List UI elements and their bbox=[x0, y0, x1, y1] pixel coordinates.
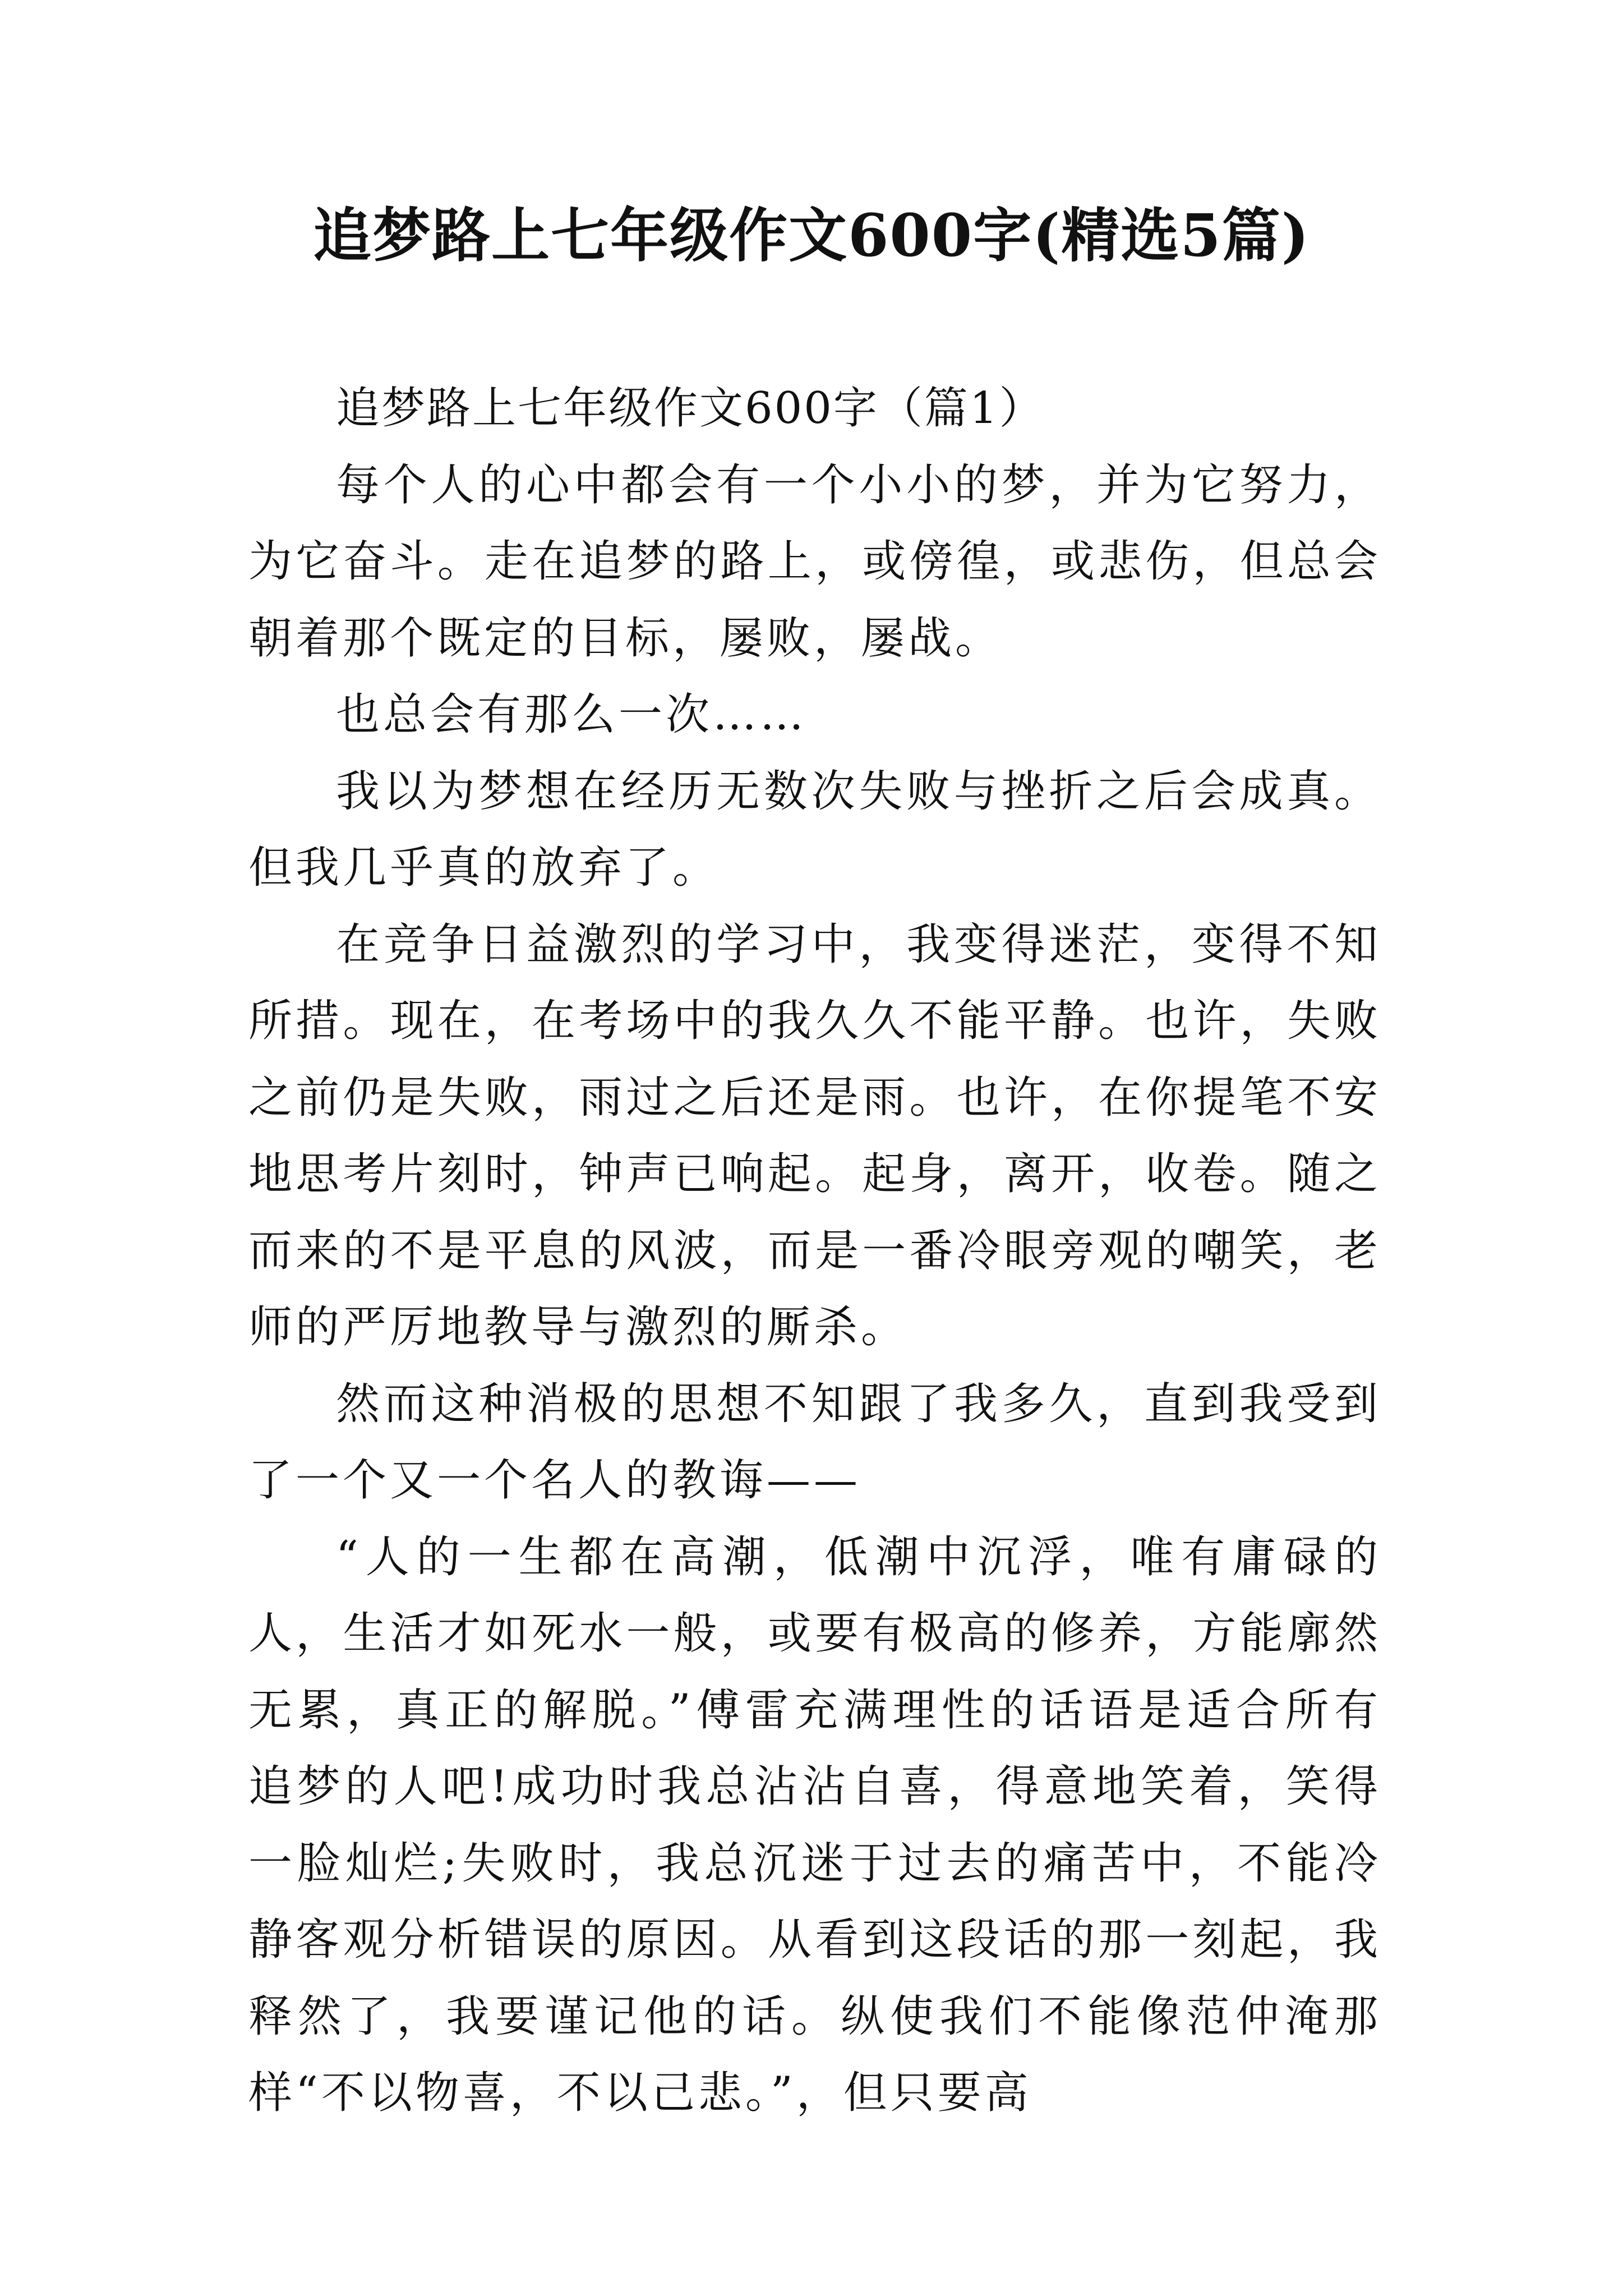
paragraph: 然而这种消极的思想不知跟了我多久，直到我受到了一个又一个名人的教诲—— bbox=[248, 1378, 1381, 1506]
document-title: 追梦路上七年级作文600字(精选5篇) bbox=[313, 201, 1310, 270]
paragraph: 我以为梦想在经历无数次失败与挫折之后会成真。但我几乎真的放弃了。 bbox=[248, 766, 1381, 893]
paragraph: “人的一生都在高潮，低潮中沉浮，唯有庸碌的人，生活才如死水一般，或要有极高的修养，方能廓然无累，真正的解脱。”傅雷充满理性的话语是适合所有追梦的人吧!成功时我总沾沾自喜，得意地笑着，笑得一脸灿烂;失败时，我总沉迷于过去的痛苦中，不能冷静客观分析错误的原因。从看到这段话的那一刻起，我释然了，我要谨记他的话。纵使我们不能像范仲淹那样“不以物喜，不以己悲。”，但只要高 bbox=[248, 1531, 1381, 2118]
paragraph: 在竞争日益激烈的学习中，我变得迷茫，变得不知所措。现在，在考场中的我久久不能平静。也许，失败之前仍是失败，雨过之后还是雨。也许，在你提笔不安地思考片刻时，钟声已响起。起身，离开，收卷。随之而来的不是平息的风波，而是一番冷眼旁观的嘲笑，老师的严厉地教导与激烈的厮杀。 bbox=[248, 919, 1381, 1352]
document-body bbox=[248, 370, 1381, 2132]
section-heading: 追梦路上七年级作文600字（篇1） bbox=[336, 383, 1045, 434]
paragraph: 每个人的心中都会有一个小小的梦，并为它努力，为它奋斗。走在追梦的路上，或傍徨，或悲伤，但总会朝着那个既定的目标，屡败，屡战。 bbox=[248, 459, 1381, 664]
paragraph: 也总会有那么一次…… bbox=[336, 689, 808, 740]
